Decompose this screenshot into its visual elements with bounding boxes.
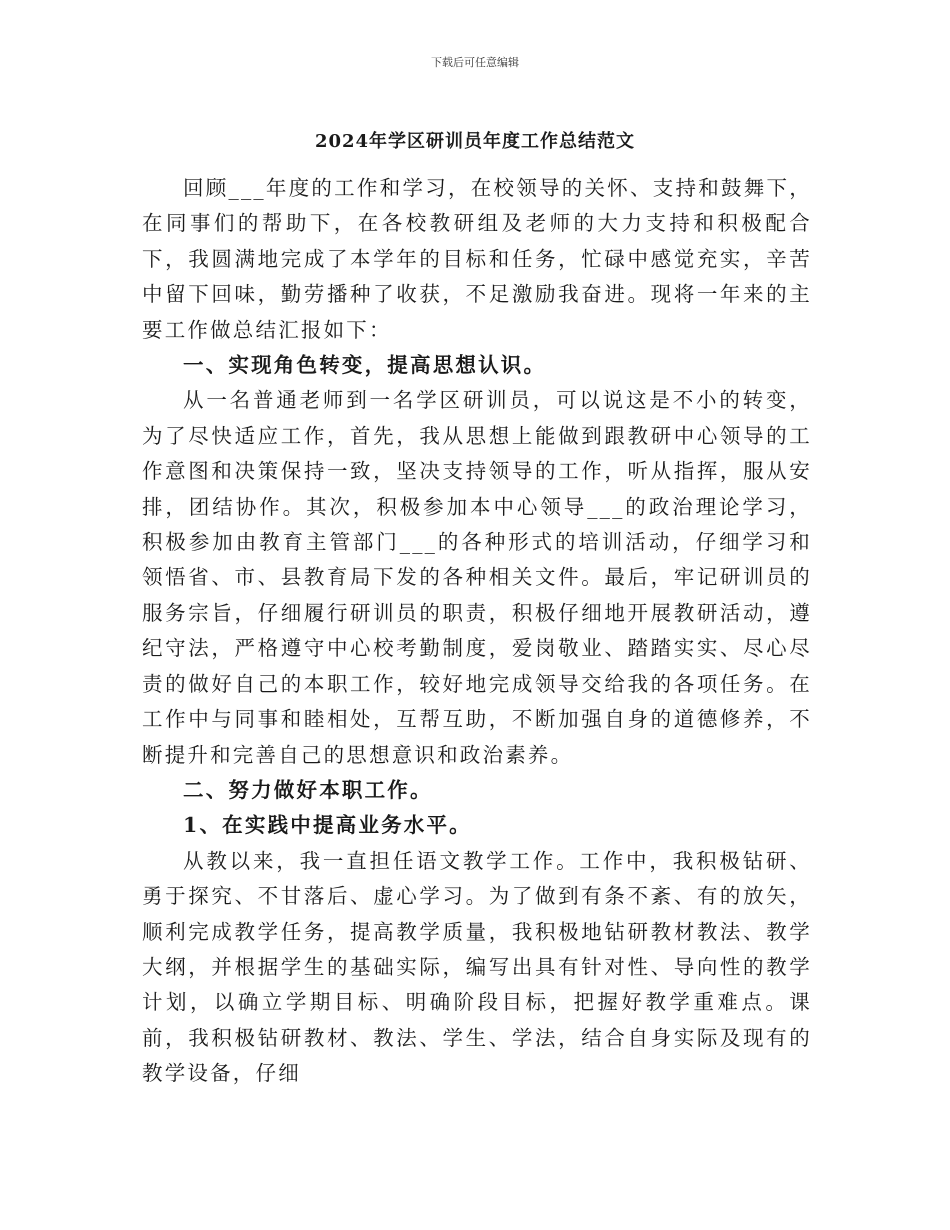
subsection-2-1-paragraph: 从教以来，我一直担任语文教学工作。工作中，我积极钻研、勇于探究、不甘落后、虚心学习。为了做到有条不紊、有的放矢，顺利完成教学任务，提高教学质量，我积极地钻研教材教法、教学大纲，并根据学生的基础实际，编写出具有针对性、导向性的教学计划，以确立学期目标、明确阶段目标，把握好教学重难点。课前，我积极钻研教材、教法、学生、学法，结合自身实际及现有的教学设备，仔细: [142, 848, 812, 1086]
header-note: 下载后可任意编辑: [431, 56, 519, 69]
document-body: [142, 171, 812, 1092]
section-heading-1: 一、实现角色转变，提高思想认识。: [183, 353, 547, 378]
document-title: 2024年学区研训员年度工作总结范文: [314, 131, 636, 152]
intro-paragraph: 回顾___年度的工作和学习，在校领导的关怀、支持和鼓舞下，在同事们的帮助下，在各校教研组及老师的大力支持和积极配合下，我圆满地完成了本学年的目标和任务，忙碌中感觉充实，辛苦中留下回味，勤劳播种了收获，不足激励我奋进。现将一年来的主要工作做总结汇报如下：: [142, 176, 812, 342]
subsection-heading-2-1: 1、在实践中提高业务水平。: [183, 813, 472, 838]
section-heading-2: 二、努力做好本职工作。: [183, 777, 433, 802]
section-1-paragraph: 从一名普通老师到一名学区研训员，可以说这是不小的转变，为了尽快适应工作，首先，我从思想上能做到跟教研中心领导的工作意图和决策保持一致，坚决支持领导的工作，听从指挥，服从安排，团结协作。其次，积极参加本中心领导___的政治理论学习，积极参加由教育主管部门___的各种形式的培训活动，仔细学习和领悟省、市、县教育局下发的各种相关文件。最后，牢记研训员的服务宗旨，仔细履行研训员的职责，积极仔细地开展教研活动，遵纪守法，严格遵守中心校考勤制度，爱岗敬业、踏踏实实、尽心尽责的做好自己的本职工作，较好地完成领导交给我的各项任务。在工作中与同事和睦相处，互帮互助，不断加强自身的道德修养，不断提升和完善自己的思想意识和政治素养。: [142, 388, 812, 767]
